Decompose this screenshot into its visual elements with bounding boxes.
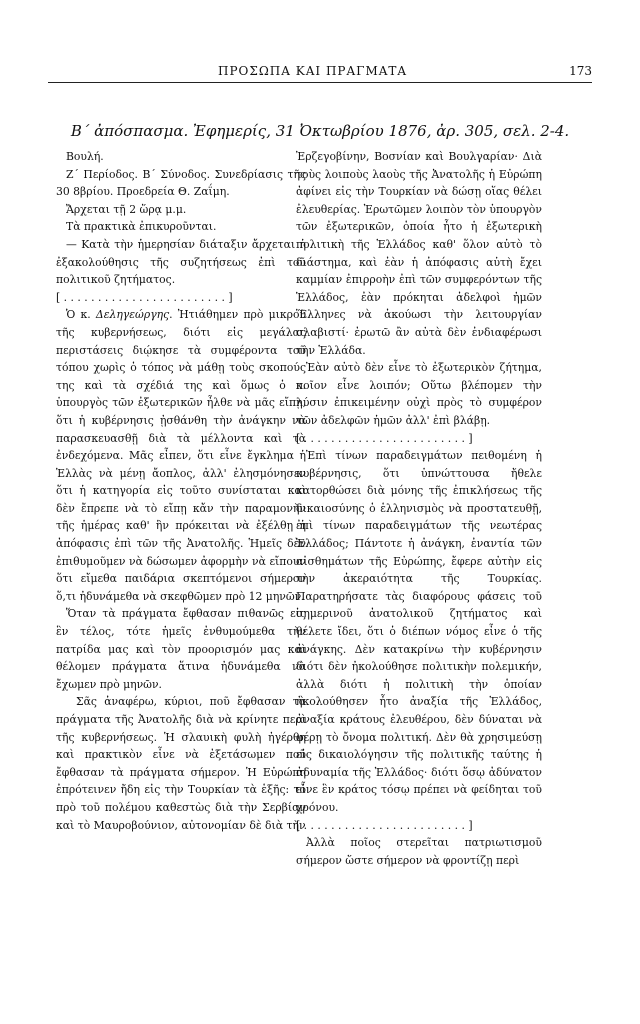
document-title: Β΄ ἀπόσπασμα. Ἐφημερίς, 31 Ὀκτωβρίου 1876, ἀρ. 305, σελ. 2-4. — [70, 122, 570, 140]
paragraph: — Κατὰ τὴν ἡμερησίαν διάταξιν ἄρχεται ἡ ἐξακολούθησις τῆς συζητήσεως ἐπὶ τοῦ πολιτικοῦ ζητήματος. — [56, 237, 306, 287]
speech-paragraph — [56, 306, 306, 605]
paragraph: Ἄρχεται τῇ 2 ὥρᾳ μ.μ. — [66, 202, 187, 216]
speaker-name: Δεληγεώργης — [95, 308, 170, 322]
paragraph: Ἀλλὰ ποῖος στερεῖται πατριωτισμοῦ σήμερον ὥστε σήμερον νὰ φροντίζῃ περὶ — [296, 836, 542, 867]
speech-intro: Ὁ κ. — [66, 308, 96, 322]
paragraph: Ὅταν τὰ πράγματα ἔφθασαν πιθανῶς εἰς ἓν τέλος, τότε ἡμεῖς ἐνθυμούμεθα τὴν πατρίδα μας καὶ τὸν προορισμόν μας καὶ θέλομεν πράγματα ἅτινα ἠδυνάμεθα νὰ ἔχωμεν πρὸ μηνῶν. — [56, 607, 306, 691]
speech-text: . Ἠτιάθημεν πρὸ μικροῦ τῆς κυβερνήσεως, διότι εἰς μεγάλας περιστάσεις διῴκησε τὰ συμφέροντα τοῦ τόπου χωρὶς ὁ τόπος νὰ μάθῃ τοὺς σκοπούς της καὶ τὰ σχέδιά της καὶ ὅμως ὁ κ. ὑπουργὸς τῶν ἐξωτερικῶν ἦλθε νὰ μᾶς εἴπῃ, ὅτι ἡ κυβέρνησις ᾐσθάνθη τὴν ἀνάγκην νὰ παρασκευασθῇ διὰ τὰ μέλλοντα καὶ τὰ ἐνδεχόμενα. Μᾶς εἶπεν, ὅτι εἶνε ἔγκλημα ἡ Ἑλλὰς νὰ μένῃ ἄοπλος, ἀλλ' ἐλησμόνησεν ὅτι ἡ κατηγορία εἰς τοῦτο συνίσταται καὶ δὲν ἔπρεπε νὰ τὸ εἴπῃ κἄν τὴν παραμονὴν τῆς ἡμέρας καθ' ἣν πρόκειται νὰ ἐξέλθῃ ἡ ἀπόφασις ἐπὶ τῶν τῆς Ἀνατολῆς. Ἡμεῖς δὲν ἐπιθυμοῦμεν νὰ δώσωμεν ἀφορμὴν νὰ εἴπουν ὅτι εἴμεθα παιδάρια σκεπτόμενοι σήμερον ὅ,τι ἠδυνάμεθα νὰ σκεφθῶμεν πρὸ 12 μηνῶν. — [56, 308, 307, 603]
paragraph: Ζ΄ Περίοδος. Β΄ Σύνοδος. Συνεδρίασις τῆς 30 8βρίου. Προεδρεία Θ. Ζαΐμη. — [56, 167, 306, 199]
left-column — [56, 148, 306, 834]
omission-marker: [ . . . . . . . . . . . . . . . . . . . . . . . . ] — [56, 290, 233, 304]
running-header — [48, 58, 592, 88]
right-column — [296, 148, 542, 869]
running-title: ΠΡΟΣΩΠΑ ΚΑΙ ΠΡΑΓΜΑΤΑ — [218, 64, 408, 78]
paragraph: Σᾶς ἀναφέρω, κύριοι, ποῦ ἔφθασαν τὰ πράγματα τῆς Ἀνατολῆς διὰ νὰ κρίνητε περὶ τῆς κυβερνήσεως. Ἡ σλαυικὴ φυλὴ ἠγέρθη καὶ πρακτικὸν εἶνε νὰ ἐξετάσωμεν ποῦ ἔφθασαν τὰ πράγματα σήμερον. Ἡ Εὐρώπη ἐπρότεινεν ἤδη εἰς τὴν Τουρκίαν τὰ ἑξῆς: τὸ πρὸ τοῦ πολέμου καθεστὼς διὰ τὴν Σερβίαν καὶ τὸ Μαυροβούνιον, αὐτονομίαν δὲ διὰ τὴν — [56, 695, 306, 832]
omission-marker: [ . . . . . . . . . . . . . . . . . . . . . . . . ] — [296, 431, 473, 445]
paragraph: Ἐπὶ τίνων παραδειγμάτων πειθομένη ἡ κυβέρνησις, ὅτι ὑπνώττουσα ἤθελε κατορθώσει διὰ μόνης τῆς ἐπικλήσεως τῆς δικαιοσύνης ὁ ἑλληνισμὸς νὰ προστατευθῇ, ἐπὶ τίνων παραδειγμάτων τῆς νεωτέρας Ἑλλάδος; Πάντοτε ἡ ἀνάγκη, ἐναντία τῶν αἰσθημάτων τῆς Εὐρώπης, ἔφερε αὐτὴν εἰς τὴν ἀκεραιότητα τῆς Τουρκίας. Παρατηρήσατε τὰς διαφόρους φάσεις τοῦ σημερινοῦ ἀνατολικοῦ ζητήματος καὶ θέλετε ἴδει, ὅτι ὁ διέπων νόμος εἶνε ὁ τῆς ἀνάγκης. Δὲν κατακρίνω τὴν κυβέρνησιν διότι δὲν ἠκολούθησε πολιτικὴν πολεμικήν, ἀλλὰ διότι ἡ πολιτικὴ τὴν ὁποίαν ἠκολούθησεν ἦτο ἀναξία τῆς Ἑλλάδος, ἀναξία κράτους ἐλευθέρου, δὲν δύναται νὰ φέρῃ τὸ ὄνομα πολιτική. Δὲν θὰ χρησιμεύσῃ εἰς δικαιολόγησιν τῆς πολιτικῆς ταύτης ἡ ἀδυναμία τῆς Ἑλλάδος· διότι ὅσῳ ἀδύνατον εἶνε ἓν κράτος τόσῳ πρέπει νὰ φείδηται τοῦ χρόνου. — [296, 449, 542, 814]
paragraph: Ἐρζεγοβίνην, Βοσνίαν καὶ Βουλγαρίαν· Διὰ τοὺς λοιποὺς λαοὺς τῆς Ἀνατολῆς ἡ Εὐρώπη ἀφίνει εἰς τὴν Τουρκίαν νὰ δώσῃ οἵας θέλει ἐλευθερίας. Ἐρωτῶμεν λοιπὸν τὸν ὑπουργὸν τῶν ἐξωτερικῶν, ὁποία ἦτο ἡ ἐξωτερικὴ πολιτικὴ τῆς Ἑλλάδος καθ' ὅλον αὐτὸ τὸ διάστημα, καὶ ἐὰν ἡ ἀπόφασις αὐτὴ ἔχει καμμίαν ἐπιρροὴν ἐπὶ τῶν συμφερόντων τῆς Ἑλλάδος, ἐὰν πρόκηται ἀδελφοὶ ἡμῶν Ἕλληνες νὰ ἀκούωσι τὴν λειτουργίαν σλαβιστί· ἐρωτῶ ἂν αὐτὰ δὲν ἐνδιαφέρωσι τὴν Ἑλλάδα. — [296, 150, 542, 357]
paragraph: Βουλή. — [66, 150, 104, 163]
page-number: 173 — [569, 64, 592, 78]
paragraph: Τὰ πρακτικὰ ἐπικυροῦνται. — [66, 220, 217, 234]
header-rule — [48, 82, 592, 83]
paragraph: Ἐὰν αὐτὸ δὲν εἶνε τὸ ἐξωτερικὸν ζήτημα, ποῖον εἶνε λοιπόν; Οὕτω βλέπομεν τὴν λύσιν ἐπικειμένην οὐχὶ πρὸς τὸ συμφέρον τῶν ἀδελφῶν ἡμῶν ἀλλ' ἐπὶ βλάβῃ. — [296, 361, 542, 427]
omission-marker: [ . . . . . . . . . . . . . . . . . . . . . . . . ] — [296, 818, 473, 832]
